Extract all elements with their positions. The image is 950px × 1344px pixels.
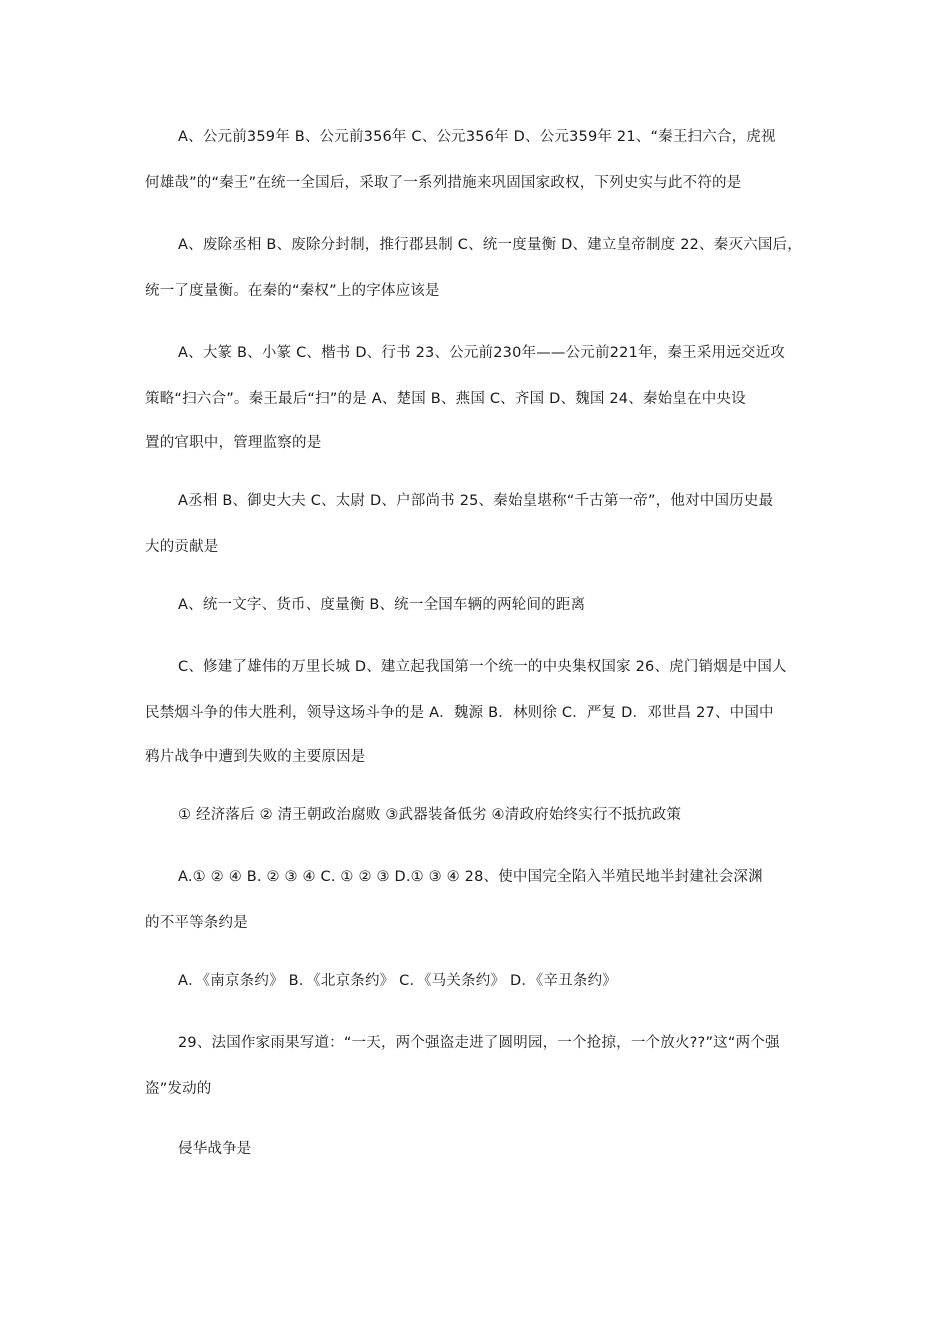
text-line: 民禁烟斗争的伟大胜利，领导这场斗争的是 A．魏源 B．林则徐 C．严复 D．邓世昌 27、中国中: [145, 705, 774, 721]
text-line: 何雄哉”的“秦王”在统一全国后，采取了一系列措施来巩固国家政权，下列史实与此不符的是: [145, 175, 742, 191]
text-line: A丞相 B、御史大夫 C、太尉 D、户部尚书 25、秦始皇堪称“千古第一帝”，他对中国历史最: [178, 493, 774, 509]
text-line: A．《南京条约》 B．《北京条约》 C．《马关条约》 D．《辛丑条约》: [178, 973, 617, 989]
text-line: A、公元前359年 B、公元前356年 C、公元356年 D、公元359年 21、“秦王扫六合，虎视: [178, 129, 776, 145]
text-line: A、废除丞相 B、废除分封制，推行郡县制 C、统一度量衡 D、建立皇帝制度 22、秦灭六国后，: [178, 237, 802, 253]
text-line: 29、法国作家雨果写道：“一天，两个强盗走进了圆明园，一个抢掠，一个放火??”这“两个强: [178, 1035, 780, 1051]
text-line: A、大篆 B、小篆 C、楷书 D、行书 23、公元前230年——公元前221年，秦王采用远交近攻: [178, 345, 785, 361]
text-line: 策略“扫六合”。秦王最后“扫”的是 A、楚国 B、燕国 C、齐国 D、魏国 24、秦始皇在中央设: [145, 391, 746, 407]
text-line: ① 经济落后 ② 清王朝政治腐败 ③武器装备低劣 ④清政府始终实行不抵抗政策: [178, 807, 682, 823]
text-line: 的不平等条约是: [145, 915, 248, 931]
text-line: 盗”发动的: [145, 1081, 212, 1097]
text-line: A、统一文字、货币、度量衡 B、统一全国车辆的两轮间的距离: [178, 597, 586, 613]
text-line: 侵华战争是: [178, 1141, 252, 1157]
text-line: 统一了度量衡。在秦的“秦权”上的字体应该是: [145, 283, 440, 299]
text-line: 鸦片战争中遭到失败的主要原因是: [145, 749, 366, 765]
text-line: C、修建了雄伟的万里长城 D、建立起我国第一个统一的中央集权国家 26、虎门销烟是中国人: [178, 659, 787, 675]
text-line: A.① ② ④ B. ② ③ ④ C. ① ② ③ D.① ③ ④ 28、使中国完全陷入半殖民地半封建社会深渊: [178, 869, 763, 885]
text-line: 大的贡献是: [145, 539, 219, 555]
text-line: 置的官职中，管理监察的是: [145, 435, 322, 451]
